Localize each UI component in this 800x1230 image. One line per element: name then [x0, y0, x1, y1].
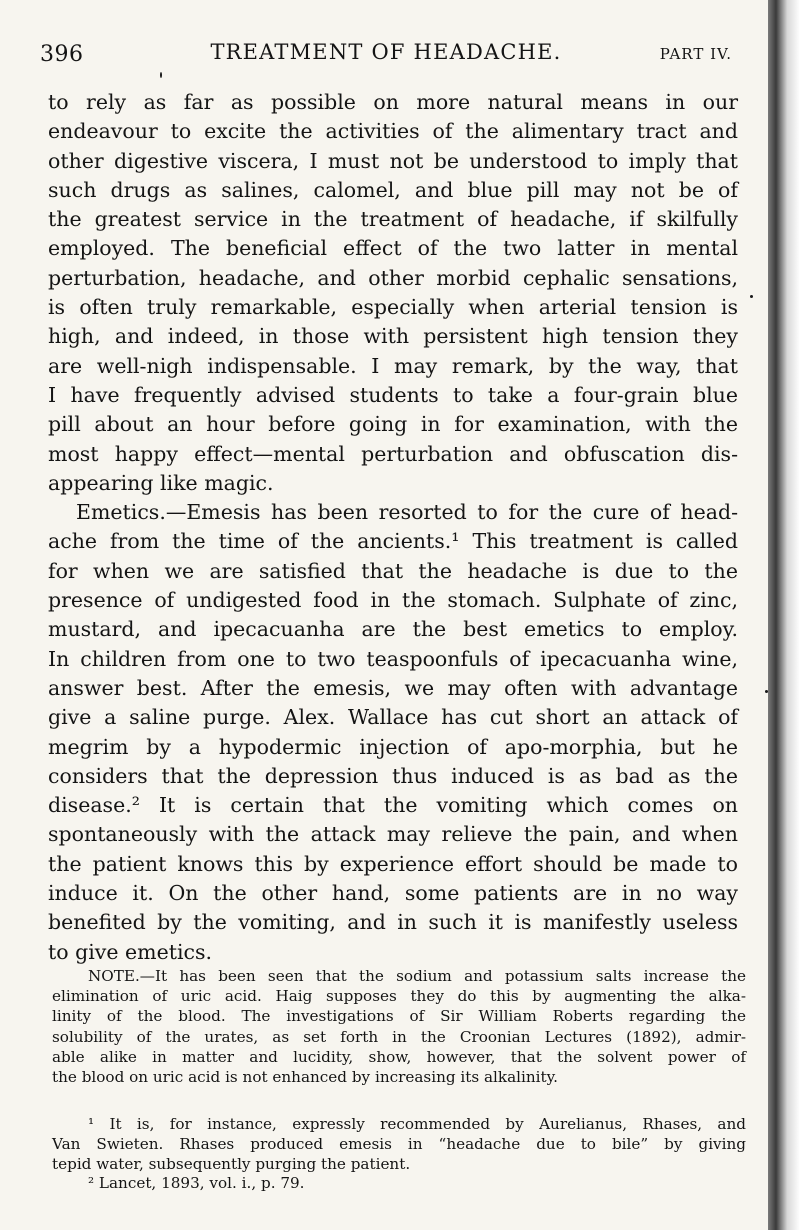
text-line: mustard, and ipecacuanha are the best emetics to employ.: [48, 617, 738, 642]
main-text: [48, 88, 738, 967]
text-line: spontaneously with the attack may relieve the pain, and when: [48, 822, 738, 847]
page-number: 396: [40, 42, 84, 67]
page-header: [40, 38, 732, 70]
text-line: megrim by a hypodermic injection of apo-morphia, but he: [48, 734, 738, 759]
ink-speck: [750, 295, 753, 298]
text-line: to rely as far as possible on more natural means in our: [48, 90, 738, 114]
footnote-line: Van Swieten. Rhases produced emesis in “headache due to bile” by giving: [52, 1134, 746, 1153]
text-line: are well-nigh indispensable. I may remark, by the way, that: [48, 353, 738, 378]
text-line: perturbation, headache, and other morbid cephalic sensations,: [48, 265, 738, 290]
text-line: pill about an hour before going in for examination, with the: [48, 412, 738, 437]
text-line: to give emetics.: [48, 939, 213, 964]
note-block: [52, 966, 746, 1087]
text-line: benefited by the vomiting, and in such it is manifestly useless: [48, 910, 738, 935]
text-line: disease.² It is certain that the vomiting which comes on: [48, 793, 738, 818]
note-line: able alike in matter and lucidity, show, however, that the solvent power of: [52, 1047, 746, 1066]
part-label: PART IV.: [659, 45, 732, 63]
footnote-line: ¹ It is, for instance, expressly recommended by Aurelianus, Rhases, and: [88, 1115, 746, 1133]
text-line: In children from one to two teaspoonfuls of ipecacuanha wine,: [48, 646, 738, 671]
footnote-line: ² Lancet, 1893, vol. i., p. 79.: [88, 1174, 305, 1193]
text-line: endeavour to excite the activities of the alimentary tract and: [48, 119, 738, 144]
running-title: TREATMENT OF HEADACHE.: [210, 40, 562, 64]
text-line: the patient knows this by experience effort should be made to: [48, 851, 738, 876]
text-line: ache from the time of the ancients.¹ This treatment is called: [48, 529, 738, 554]
text-line: I have frequently advised students to take a four-grain blue: [48, 382, 738, 407]
text-line: presence of undigested food in the stomach. Sulphate of zinc,: [48, 588, 738, 613]
text-line: answer best. After the emesis, we may often with advantage: [48, 675, 738, 700]
ink-speck: [160, 72, 162, 78]
note-line: elimination of uric acid. Haig supposes they do this by augmenting the alka-: [52, 987, 746, 1006]
note-line: linity of the blood. The investigations of Sir William Roberts regarding the: [52, 1007, 746, 1026]
text-line: such drugs as salines, calomel, and blue pill may not be of: [48, 177, 738, 202]
footnote-line: tepid water, subsequently purging the patient.: [52, 1154, 411, 1173]
text-line: is often truly remarkable, especially when arterial tension is: [48, 295, 738, 320]
text-line: considers that the depression thus induced is as bad as the: [48, 763, 738, 788]
text-line: induce it. On the other hand, some patients are in no way: [48, 881, 738, 906]
text-line: other digestive viscera, I must not be understood to imply that: [48, 148, 738, 173]
text-line: most happy effect—mental perturbation and obfuscation dis-: [48, 441, 738, 466]
emetics-paragraph-start: Emetics.—Emesis has been resorted to for the cure of head-: [76, 500, 738, 525]
text-line: for when we are satisfied that the headache is due to the: [48, 558, 738, 583]
page-edge-shadow: [768, 0, 800, 1230]
text-line: the greatest service in the treatment of headache, if skilfully: [48, 207, 738, 232]
text-line: high, and indeed, in those with persistent high tension they: [48, 324, 738, 349]
note-line: the blood on uric acid is not enhanced by increasing its alkalinity.: [52, 1067, 558, 1086]
text-line: employed. The beneficial effect of the two latter in mental: [48, 236, 738, 261]
footnotes: [52, 1115, 746, 1194]
note-line: solubility of the urates, as set forth in the Croonian Lectures (1892), admir-: [52, 1027, 746, 1046]
note-line: NOTE.—It has been seen that the sodium and potassium salts increase the: [88, 967, 746, 985]
text-line: give a saline purge. Alex. Wallace has cut short an attack of: [48, 705, 738, 730]
text-line: appearing like magic.: [48, 470, 274, 495]
